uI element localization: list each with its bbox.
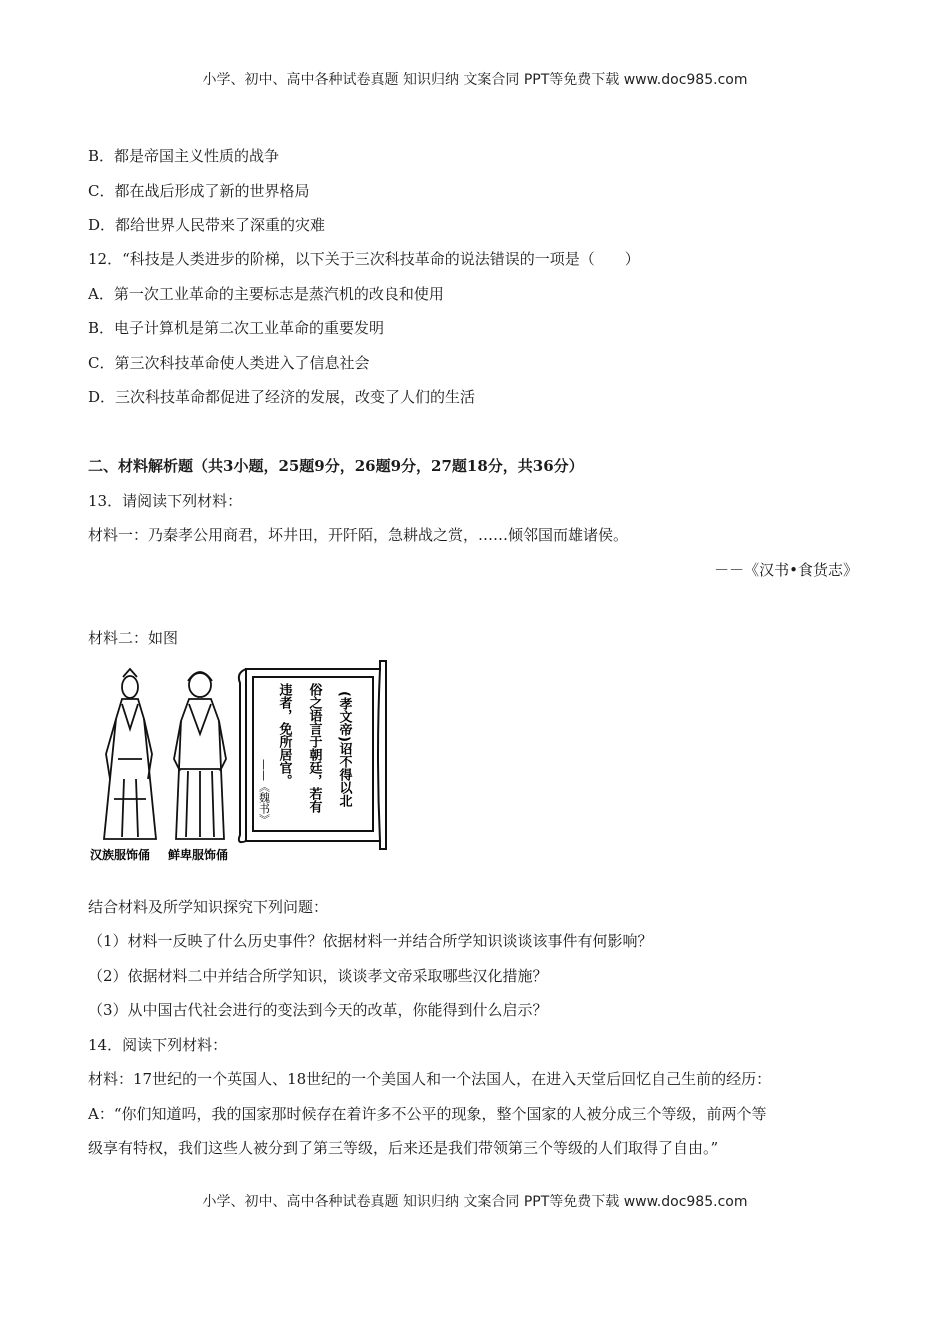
q12-option-b: B．电子计算机是第二次工业革命的重要发明: [88, 319, 385, 337]
scroll-text-col3: 违者，免所居官。: [276, 683, 292, 787]
xianbei-figurine: [174, 672, 226, 839]
figure-illustration: [88, 659, 388, 864]
q13-sub3: （3）从中国古代社会进行的变法到今天的改革，你能得到什么启示？: [88, 1001, 548, 1019]
q13-prompt: 结合材料及所学知识探究下列问题：: [88, 898, 329, 916]
caption-xianbei-figurine: 鲜卑服饰俑: [168, 848, 229, 862]
q12-stem: 12．“科技是人类进步的阶梯，以下关于三次科技革命的说法错误的一项是（ ）: [88, 250, 640, 268]
q13-material1: 材料一：乃秦孝公用商君，坏井田，开阡陌，急耕战之赏，……倾邻国而雄诸侯。: [88, 526, 629, 544]
scroll-text-col4: ——《魏书》: [257, 759, 271, 825]
scroll-text-col2: 俗之语言于朝廷，若有: [306, 683, 322, 813]
q12-option-a: A．第一次工业革命的主要标志是蒸汽机的改良和使用: [88, 285, 444, 303]
q12-option-d: D．三次科技革命都促进了经济的发展，改变了人们的生活: [88, 388, 476, 406]
q13-sub2: （2）依据材料二中并结合所学知识，谈谈孝文帝采取哪些汉化措施？: [88, 967, 548, 985]
han-figurine: [104, 669, 156, 839]
scroll-text-col1: (孝文帝)诏不得以北: [336, 691, 352, 807]
q11-option-b: B．都是帝国主义性质的战争: [88, 147, 280, 165]
q14-a-line1: A：“你们知道吗，我的国家那时候存在着许多不公平的现象，整个国家的人被分成三个等级，前两个等: [88, 1105, 767, 1123]
q14-intro: 14．阅读下列材料：: [88, 1036, 228, 1054]
q14-material: 材料：17世纪的一个英国人、18世纪的一个美国人和一个法国人，在进入天堂后回忆自己生前的经历：: [88, 1070, 772, 1088]
section-heading: 二、材料解析题（共3小题，25题9分，26题9分，27题18分，共36分）: [88, 457, 584, 475]
q12-option-c: C．第三次科技革命使人类进入了信息社会: [88, 354, 370, 372]
caption-han-figurine: 汉族服饰俑: [90, 848, 151, 862]
q11-option-c: C．都在战后形成了新的世界格局: [88, 182, 310, 200]
q11-option-d: D．都给世界人民带来了深重的灾难: [88, 216, 326, 234]
figure-costume-figurines-and-scroll: [88, 659, 388, 864]
q13-intro: 13．请阅读下列材料：: [88, 492, 243, 510]
q13-material2: 材料二：如图: [88, 629, 179, 647]
page-header: 小学、初中、高中各种试卷真题 知识归纳 文案合同 PPT等免费下载 www.doc985.com: [202, 72, 748, 88]
q13-material1-source: －－《汉书•食货志》: [714, 561, 858, 579]
q14-a-line2: 级享有特权，我们这些人被分到了第三等级，后来还是我们带领第三个等级的人们取得了自由。”: [88, 1139, 719, 1157]
page-footer: 小学、初中、高中各种试卷真题 知识归纳 文案合同 PPT等免费下载 www.doc985.com: [202, 1194, 748, 1210]
q13-sub1: （1）材料一反映了什么历史事件？依据材料一并结合所学知识谈谈该事件有何影响？: [88, 932, 653, 950]
